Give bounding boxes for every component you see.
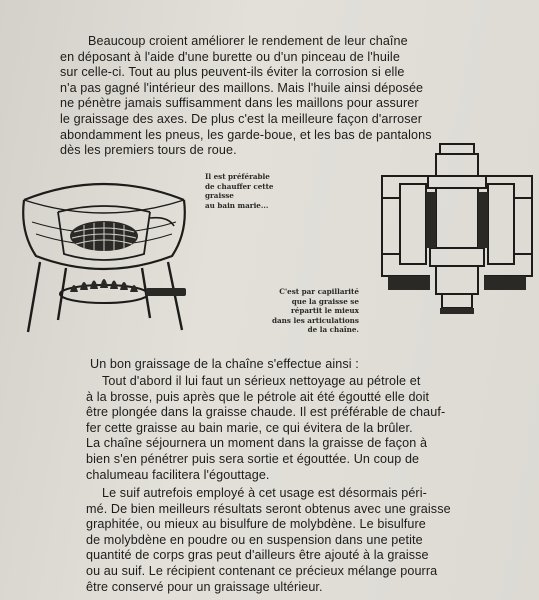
text-line: mé. De bien meilleurs résultats seront obtenus avec une graisse — [86, 501, 451, 516]
caption-line: graisse — [205, 191, 234, 201]
caption-line: de la chaîne. — [307, 325, 359, 335]
method-intro — [86, 357, 502, 373]
text-line: le graissage des axes. De plus c'est la meilleure façon d'arroser — [60, 111, 423, 126]
text-line: dès les premiers tours de roue. — [60, 143, 237, 158]
caption-line: Il est préférable — [205, 172, 270, 181]
text-line: abondamment les pneus, les garde-boue, et les bas de pantalons — [60, 127, 432, 142]
text-line: Tout d'abord il lui faut un sérieux nettoyage au pétrole et — [102, 374, 421, 388]
caption-line: répartit le mieux — [290, 306, 359, 316]
text-line: La chaîne séjournera un moment dans la graisse de façon à — [86, 436, 428, 451]
caption-bain-marie — [205, 172, 274, 210]
text-line: Le suif autrefois employé à cet usage est désormais péri- — [102, 486, 427, 500]
text-line: ou au suif. Le récipient contenant ce précieux mélange pourra — [86, 563, 438, 578]
text-line: bien s'en pénétrer puis sera sortie et égouttée. Un coup de — [86, 451, 420, 466]
cleaning-paragraph — [86, 374, 502, 483]
text-line: être plongée dans la graisse chaude. Il est préférable de chauf- — [86, 405, 446, 420]
chain-link-cross-section — [378, 136, 536, 330]
caption-line: C'est par capillarité — [279, 287, 359, 296]
caption-line: de chauffer cette — [205, 181, 274, 191]
text-line: à la brosse, puis après que le pétrole ait été égoutté elle doit — [86, 389, 430, 404]
text-line: chalumeau facilitera l'égouttage. — [86, 467, 270, 482]
bain-marie-illustration — [18, 170, 190, 342]
text-line: graphitée, ou mieux au bisulfure de molybdène. Le bisulfure — [86, 517, 426, 532]
text-line: de molybdène en poudre ou en suspension dans une petite — [86, 532, 423, 547]
text-line: n'a pas gagné l'intérieur des maillons. Mais l'huile ainsi déposée — [60, 80, 424, 95]
text-line: Beaucoup croient améliorer le rendement de leur chaîne — [88, 34, 408, 48]
lubricant-paragraph — [86, 486, 502, 595]
text-line: fer cette graisse au bain marie, ce qui évitera de la brûler. — [86, 420, 413, 435]
text-line: sur celle-ci. Tout au plus peuvent-ils éviter la corrosion si elle — [60, 65, 405, 80]
text-line: quantité de corps gras peut d'ailleurs être ajouté à la graisse — [86, 548, 429, 563]
text-line: être conservé pour un graissage ultérieur. — [86, 579, 323, 594]
text-line: en déposant à l'aide d'une burette ou d'un pinceau de l'huile — [60, 49, 400, 64]
caption-line: que la graisse se — [291, 296, 359, 306]
text-line: ne pénètre jamais suffisamment dans les maillons pour assurer — [60, 96, 419, 111]
text-line: Un bon graissage de la chaîne s'effectue ainsi : — [90, 357, 359, 371]
caption-capillarite — [272, 287, 359, 335]
caption-line: dans les articulations — [272, 315, 359, 325]
caption-line: au bain marie... — [205, 200, 269, 210]
